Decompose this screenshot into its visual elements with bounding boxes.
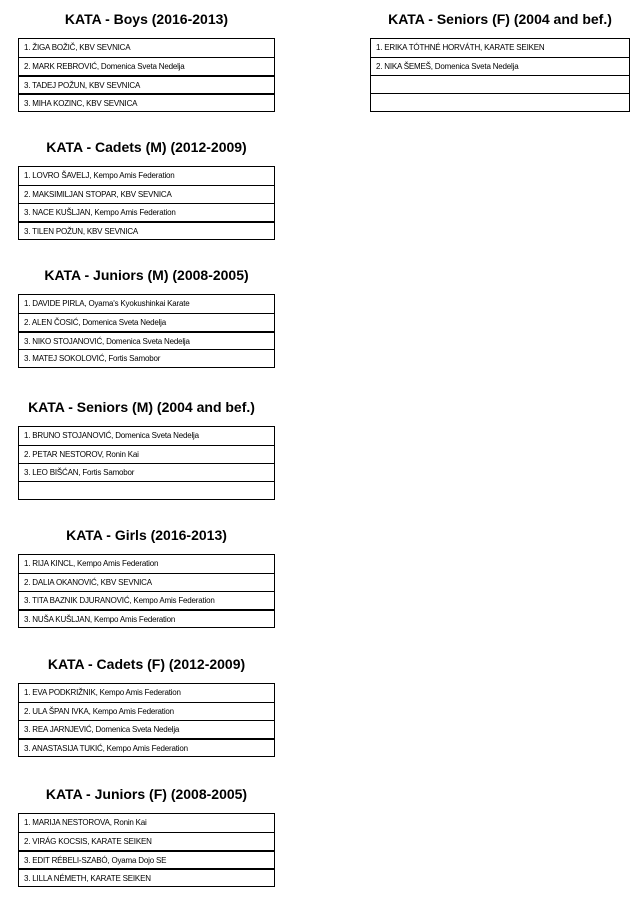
result-row-2: 2. NIKA ŠEMEŠ, Domenica Sveta Nedelja [371, 57, 629, 75]
result-row-4 [19, 481, 274, 499]
result-row-3: 3. REA JARNJEVIĆ, Domenica Sveta Nedelja [19, 720, 274, 738]
section-title: KATA - Seniors (F) (2004 and bef.) [388, 11, 612, 27]
section-kata-seniors-m [8, 398, 275, 500]
results-table [18, 38, 275, 112]
result-row-2: 2. ALEN ČOSIĆ, Domenica Sveta Nedelja [19, 313, 274, 331]
results-table [18, 683, 275, 757]
section-title: KATA - Boys (2016-2013) [64, 11, 229, 27]
result-row-2: 2. PETAR NESTOROV, Ronin Kai [19, 445, 274, 463]
result-row-2: 2. VIRÁG KOCSIS, KARATE SEIKEN [19, 832, 274, 850]
result-row-1: 1. ŽIGA BOŽIČ, KBV SEVNICA [24, 43, 131, 52]
result-row-3: 3. TADEJ POŽUN, KBV SEVNICA [19, 75, 274, 93]
section-title: KATA - Cadets (F) (2012-2009) [47, 656, 246, 672]
results-table [370, 38, 630, 112]
result-row-1: 1. MARIJA NESTOROVA, Ronin Kai [24, 818, 147, 827]
result-row-4: 3. LILLA NÉMETH, KARATE SEIKEN [19, 868, 274, 886]
section-title: KATA - Juniors (F) (2008-2005) [45, 786, 248, 802]
section-title: KATA - Seniors (M) (2004 and bef.) [28, 399, 255, 415]
result-row-3: 3. NIKO STOJANOVIĆ, Domenica Sveta Nedelja [19, 331, 274, 349]
section-kata-cadets-f [18, 655, 275, 757]
results-table [18, 294, 275, 368]
result-row-3: 3. NACE KUŠLJAN, Kempo Amis Federation [19, 203, 274, 221]
section-kata-seniors-f [366, 10, 634, 112]
result-row-2: 2. MARK REBROVIĆ, Domenica Sveta Nedelja [19, 57, 274, 75]
results-table [18, 554, 275, 628]
section-title: KATA - Girls (2016-2013) [66, 527, 227, 543]
result-row-3: 3. EDIT RÉBELI-SZABÓ, Oyama Dojo SE [19, 850, 274, 868]
result-row-4 [371, 93, 629, 111]
result-row-4: 3. NUŠA KUŠLJAN, Kempo Amis Federation [19, 609, 274, 627]
result-row-4: 3. TILEN POŽUN, KBV SEVNICA [19, 221, 274, 239]
section-kata-cadets-m [18, 138, 275, 240]
result-row-3 [371, 75, 629, 93]
result-row-4: 3. MIHA KOZINC, KBV SEVNICA [19, 93, 274, 111]
result-row-1: 1. EVA PODKRIŽNIK, Kempo Amis Federation [24, 688, 181, 697]
section-kata-juniors-f [18, 785, 275, 887]
section-title: KATA - Juniors (M) (2008-2005) [44, 267, 249, 283]
result-row-2: 2. MAKSIMILJAN STOPAR, KBV SEVNICA [19, 185, 274, 203]
section-kata-boys [18, 10, 275, 112]
result-row-2: 2. ULA ŠPAN IVKA, Kempo Amis Federation [19, 702, 274, 720]
section-title: KATA - Cadets (M) (2012-2009) [46, 139, 247, 155]
result-row-3: 3. TITA BAZNIK DJURANOVIĆ, Kempo Amis Federation [19, 591, 274, 609]
result-row-4: 3. ANASTASIJA TUKIĆ, Kempo Amis Federation [19, 738, 274, 756]
result-row-1: 1. BRUNO STOJANOVIĆ, Domenica Sveta Nedelja [24, 431, 199, 440]
section-kata-girls [18, 526, 275, 628]
results-table [18, 813, 275, 887]
result-row-1: 1. ERIKA TÓTHNÉ HORVÁTH, KARATE SEIKEN [376, 43, 545, 52]
result-row-3: 3. LEO BIŠĆAN, Fortis Samobor [19, 463, 274, 481]
results-table [18, 426, 275, 500]
results-table [18, 166, 275, 240]
result-row-1: 1. RIJA KINCL, Kempo Amis Federation [24, 559, 159, 568]
result-row-2: 2. DALIA OKANOVIĆ, KBV SEVNICA [19, 573, 274, 591]
result-row-1: 1. LOVRO ŠAVELJ, Kempo Amis Federation [24, 171, 175, 180]
result-row-4: 3. MATEJ SOKOLOVIĆ, Fortis Samobor [19, 349, 274, 367]
section-kata-juniors-m [18, 266, 275, 368]
result-row-1: 1. DAVIDE PIRLA, Oyama's Kyokushinkai Karate [24, 299, 190, 308]
